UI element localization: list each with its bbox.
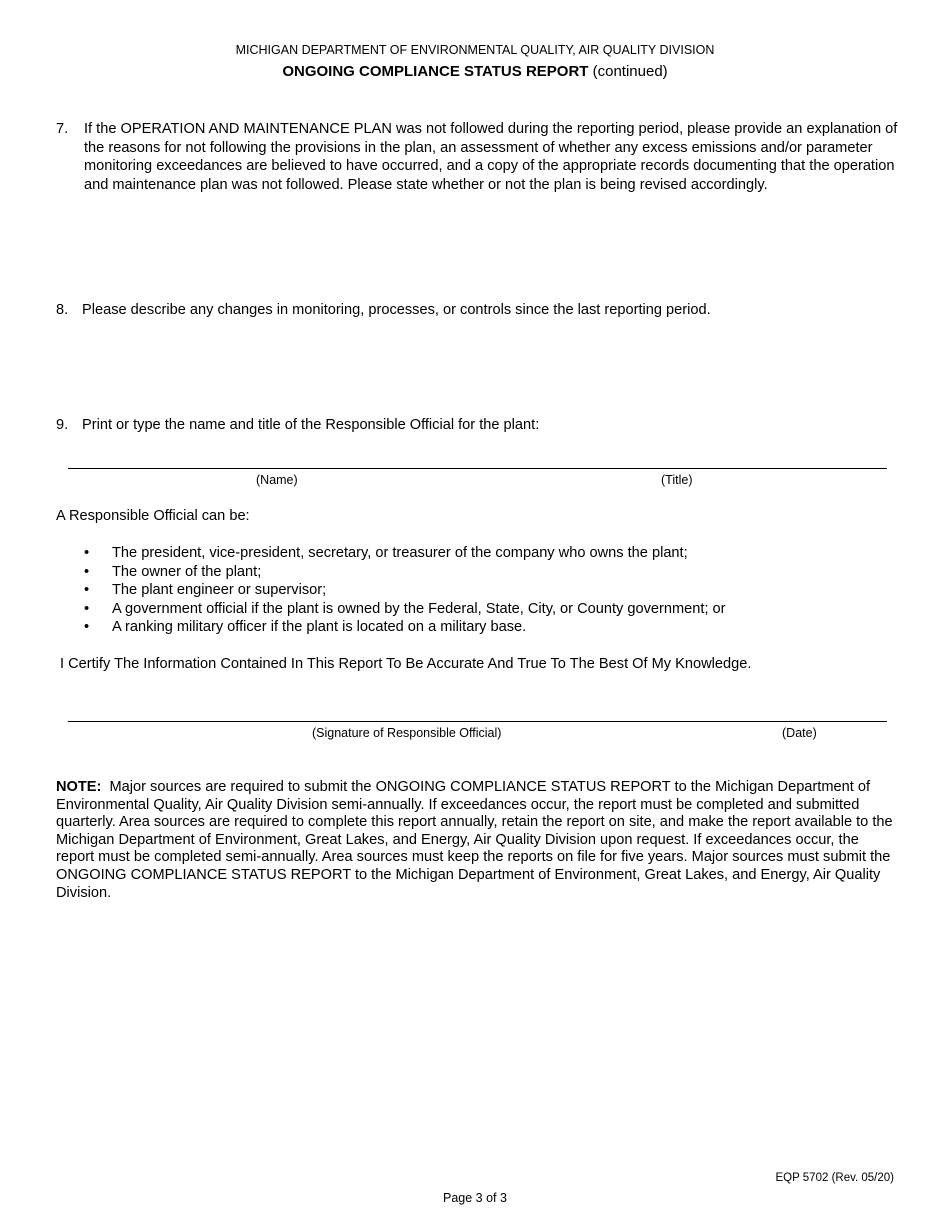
signature-date-field-line[interactable]	[68, 721, 887, 722]
bullet-icon: •	[84, 619, 90, 636]
note-label: NOTE:	[56, 779, 102, 795]
name-title-field-line[interactable]	[68, 468, 887, 469]
report-title-bold: ONGOING COMPLIANCE STATUS REPORT	[282, 63, 589, 80]
list-item-text: A ranking military officer if the plant is located on a military base.	[112, 619, 527, 636]
certification-statement: I Certify The Information Contained In This Report To Be Accurate And True To The Best Of My Knowledge.	[60, 656, 752, 672]
question-9-text: Print or type the name and title of the Responsible Official for the plant:	[82, 417, 540, 433]
bullet-icon: •	[84, 563, 90, 580]
question-8-text: Please describe any changes in monitoring, processes, or controls since the last reporting period.	[82, 302, 711, 318]
report-title	[0, 63, 950, 80]
list-item	[84, 544, 904, 563]
note-paragraph	[56, 779, 894, 902]
list-item	[84, 563, 904, 582]
bullet-icon: •	[84, 582, 90, 599]
list-item	[84, 581, 904, 600]
signature-field-label: (Signature of Responsible Official)	[312, 726, 502, 740]
list-item	[84, 600, 904, 619]
list-item-text: The president, vice-president, secretary, or treasurer of the company who owns the plant;	[112, 545, 688, 561]
note-text: Major sources are required to submit the ONGOING COMPLIANCE STATUS REPORT to the Michigan Department of Environmental Quality, Air Quality Division semi-annually. If exceedances occur, the report must be completed and submitted quarterly. Area sources are required to complete this report annually, retain the report on site, and make the report available to the Michigan Department of Environment, Great Lakes, and Energy, Air Quality Division upon request. If exceedances occur, the report must be completed semi-annually. Area sources must keep the reports on file for five years. Major sources must submit the ONGOING COMPLIANCE STATUS REPORT to the Michigan Department of Environment, Great Lakes, and Energy, Air Quality Division.	[56, 779, 893, 901]
page-number: Page 3 of 3	[443, 1191, 507, 1205]
question-7-text: If the OPERATION AND MAINTENANCE PLAN was not followed during the reporting period, please provide an explanation of the reasons for not following the provisions in the plan, an assessment of whether any excess emissions and/or parameter monitoring exceedances are believed to have occurred, and a copy of the appropriate records documenting that the operation and maintenance plan was not followed. Please state whether or not the plan is being revised accordingly.	[84, 121, 898, 193]
date-field-label: (Date)	[782, 726, 817, 740]
question-9-number: 9.	[56, 417, 69, 433]
report-title-suffix: (continued)	[592, 63, 668, 80]
list-item-text: A government official if the plant is owned by the Federal, State, City, or County government; or	[112, 600, 726, 617]
title-field-label: (Title)	[661, 473, 693, 487]
list-item-text: The plant engineer or supervisor;	[112, 582, 327, 599]
bullet-icon: •	[84, 600, 90, 617]
responsible-official-list	[84, 544, 904, 637]
question-7-number: 7.	[56, 121, 69, 137]
question-8-number: 8.	[56, 302, 69, 318]
bullet-icon: •	[84, 545, 90, 561]
form-id: EQP 5702 (Rev. 05/20)	[775, 1172, 894, 1184]
responsible-official-intro: A Responsible Official can be:	[56, 508, 250, 524]
list-item-text: The owner of the plant;	[112, 563, 262, 580]
name-field-label: (Name)	[256, 473, 298, 487]
agency-header: MICHIGAN DEPARTMENT OF ENVIRONMENTAL QUALITY, AIR QUALITY DIVISION	[235, 43, 715, 57]
list-item	[84, 618, 904, 637]
